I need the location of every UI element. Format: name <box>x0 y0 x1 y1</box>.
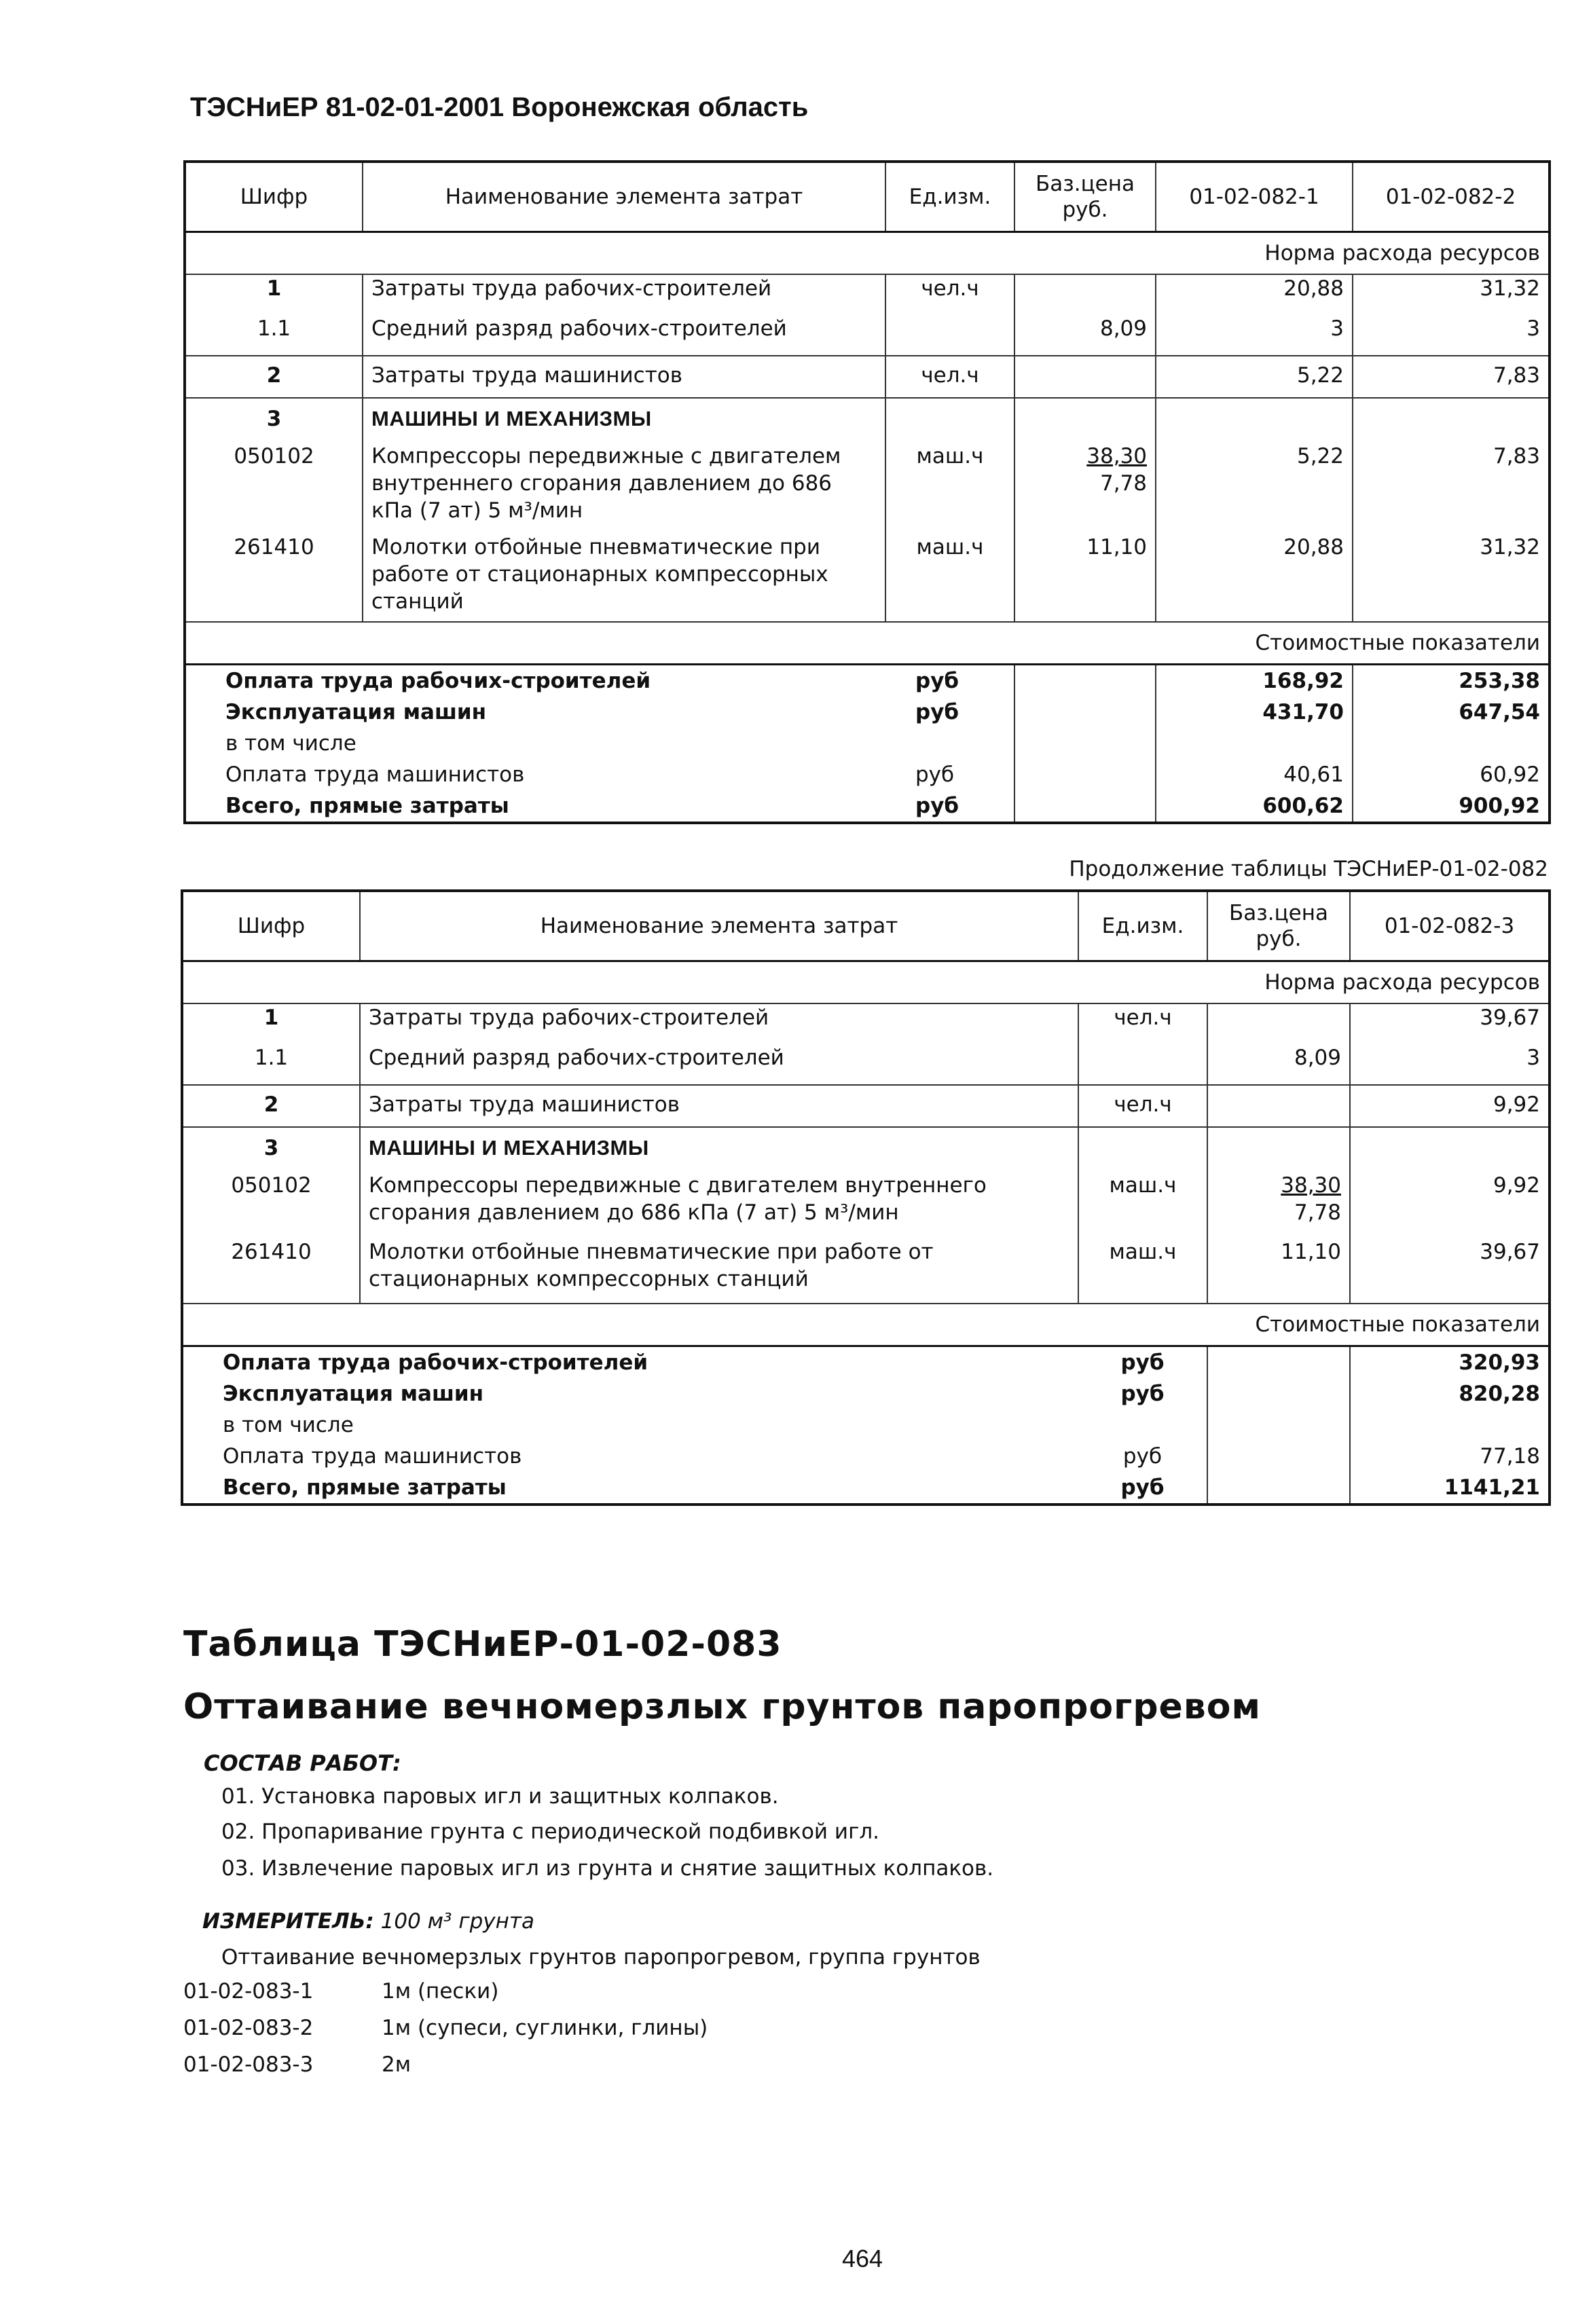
total-name: Оплата труда рабочих-строителей <box>182 1346 1078 1379</box>
table-title: Таблица ТЭСНиЕР-01-02-083 <box>183 1624 782 1665</box>
resource-table-082-3 <box>181 889 1551 1506</box>
row-value-2: 7,83 <box>1353 356 1550 398</box>
norm-code: 01-02-083-3 <box>183 2052 314 2077</box>
continuation-note: Продолжение таблицы ТЭСНиЕР-01-02-082 <box>1069 857 1548 881</box>
operation-item: 01. Установка паровых игл и защитных колпаков. <box>221 1784 779 1809</box>
norm-description: Оттаивание вечномерзлых грунтов паропрогревом, группа грунтов <box>221 1945 981 1970</box>
total-value-1: 168,92 <box>1156 665 1353 697</box>
cost-label: Стоимостные показатели <box>182 1304 1550 1346</box>
total-row <box>185 790 1550 823</box>
row-name: Средний разряд рабочих-строителей <box>363 315 885 356</box>
row-value-1: 3 <box>1156 315 1353 356</box>
measure-line <box>202 1909 534 1934</box>
table-row <box>185 274 1550 315</box>
row-code: 050102 <box>234 444 314 468</box>
row-name: Затраты труда машинистов <box>363 356 885 398</box>
row-name: МАШИНЫ И МЕХАНИЗМЫ <box>360 1127 1078 1168</box>
total-row <box>182 1409 1550 1441</box>
total-name: в том числе <box>223 1413 354 1437</box>
cost-label-row <box>185 622 1550 665</box>
row-price <box>1014 356 1156 398</box>
row-name: Затраты труда рабочих-строителей <box>360 1003 1078 1044</box>
col-header-price: Баз.цена руб. <box>1207 891 1350 961</box>
row-value-2: 3 <box>1353 315 1550 356</box>
total-row <box>185 759 1550 790</box>
total-value-2: 647,54 <box>1459 700 1540 724</box>
page-number: 464 <box>842 2245 883 2272</box>
row-value-2: 7,83 <box>1353 439 1550 534</box>
total-value-1: 820,28 <box>1459 1382 1540 1406</box>
total-row <box>182 1472 1550 1505</box>
norm-label-row <box>182 961 1550 1004</box>
row-value-1: 9,92 <box>1350 1085 1550 1127</box>
measure-value: 100 м³ грунта <box>380 1909 534 1934</box>
total-value-1: 77,18 <box>1480 1444 1540 1469</box>
operation-item: 03. Извлечение паровых игл из грунта и снятие защитных колпаков. <box>221 1856 994 1881</box>
total-row <box>182 1441 1550 1472</box>
total-value-1: 600,62 <box>1156 790 1353 823</box>
col-header-unit: Ед.изм. <box>885 162 1014 232</box>
total-row <box>185 728 1550 759</box>
row-price: 8,09 <box>1207 1044 1350 1085</box>
row-value-1: 39,67 <box>1350 1003 1550 1044</box>
total-name: Всего, прямые затраты <box>225 794 509 818</box>
table-row <box>182 1238 1550 1304</box>
total-value-2: 60,92 <box>1480 762 1540 787</box>
table-row <box>185 398 1550 439</box>
total-value-1: 1141,21 <box>1444 1475 1540 1500</box>
row-name: Затраты труда рабочих-строителей <box>363 274 885 315</box>
total-unit: руб <box>1078 1346 1207 1379</box>
cost-label-row <box>182 1304 1550 1346</box>
row-code: 3 <box>182 1127 360 1168</box>
table-subtitle: Оттаивание вечномерзлых грунтов паропрогревом <box>183 1686 1261 1727</box>
row-unit: чел.ч <box>1078 1003 1207 1044</box>
row-unit: маш.ч <box>885 534 1014 622</box>
total-unit: руб <box>1122 1444 1163 1469</box>
row-unit <box>885 315 1014 356</box>
table-row <box>185 356 1550 398</box>
resource-table-082-1-2 <box>183 160 1551 824</box>
row-code: 2 <box>185 356 363 398</box>
table-row <box>182 1044 1550 1085</box>
col-header-082-1: 01-02-082-1 <box>1156 162 1353 232</box>
row-code: 261410 <box>231 1240 312 1264</box>
row-value-1: 5,22 <box>1156 356 1353 398</box>
table-row <box>185 534 1550 622</box>
row-unit: чел.ч <box>1078 1085 1207 1127</box>
row-value-1: 39,67 <box>1350 1238 1550 1304</box>
row-price-labor: 7,78 <box>1294 1200 1341 1225</box>
row-code: 261410 <box>234 535 314 559</box>
row-price: 8,09 <box>1014 315 1156 356</box>
row-value-2: 31,32 <box>1353 534 1550 622</box>
col-header-082-3: 01-02-082-3 <box>1384 914 1515 938</box>
row-name: Молотки отбойные пневматические при работе от стационарных компрессорных станций <box>360 1238 1078 1304</box>
total-row <box>185 697 1550 728</box>
total-value-1: 40,61 <box>1156 759 1353 790</box>
table-row <box>185 439 1550 534</box>
total-row <box>185 665 1550 697</box>
row-name: Затраты труда машинистов <box>360 1085 1078 1127</box>
total-name: Всего, прямые затраты <box>223 1475 507 1500</box>
row-value-1: 20,88 <box>1156 534 1353 622</box>
total-unit: руб <box>1120 1475 1165 1500</box>
total-value-1: 320,93 <box>1350 1346 1550 1379</box>
table-header-row <box>182 891 1550 961</box>
row-code: 1 <box>266 276 282 301</box>
total-unit: руб <box>915 794 959 818</box>
list-item <box>183 2052 411 2077</box>
table-row <box>182 1127 1550 1168</box>
row-unit <box>1078 1044 1207 1085</box>
row-price-base: 38,30 <box>1281 1173 1341 1198</box>
row-unit: маш.ч <box>1078 1168 1207 1238</box>
row-name: Компрессоры передвижные с двигателем внутреннего сгорания давлением до 686 кПа (7 ат) 5 м³/мин <box>363 439 885 534</box>
col-header-unit: Ед.изм. <box>1078 891 1207 961</box>
norm-code: 01-02-083-1 <box>183 1979 314 2004</box>
norm-code-label: 2м <box>382 2052 411 2077</box>
row-name: Молотки отбойные пневматические при работе от стационарных компрессорных станций <box>363 534 885 622</box>
total-unit: руб <box>1120 1382 1165 1406</box>
norm-code-label: 1м (супеси, суглинки, глины) <box>382 2016 708 2040</box>
norm-label: Норма расхода ресурсов <box>185 232 1550 275</box>
total-unit: руб <box>915 700 959 724</box>
total-name: Эксплуатация машин <box>225 700 487 724</box>
row-code: 3 <box>185 398 363 439</box>
table-row <box>182 1003 1550 1044</box>
row-unit: маш.ч <box>885 439 1014 534</box>
row-code: 1.1 <box>254 1046 289 1070</box>
work-composition-label: СОСТАВ РАБОТ: <box>204 1750 401 1776</box>
total-name: в том числе <box>225 731 356 756</box>
row-code: 1 <box>263 1006 279 1030</box>
row-unit: чел.ч <box>885 274 1014 315</box>
table-header-row <box>185 162 1550 232</box>
total-name: Оплата труда рабочих-строителей <box>185 665 885 697</box>
list-item <box>183 2016 708 2040</box>
table-row <box>182 1168 1550 1238</box>
row-name: Средний разряд рабочих-строителей <box>360 1044 1078 1085</box>
row-unit: маш.ч <box>1078 1238 1207 1304</box>
total-row <box>182 1378 1550 1409</box>
total-name: Эксплуатация машин <box>223 1382 484 1406</box>
total-value-1: 431,70 <box>1156 697 1353 728</box>
total-value-2: 900,92 <box>1353 790 1550 823</box>
norm-label-row <box>185 232 1550 275</box>
col-header-082-2: 01-02-082-2 <box>1385 185 1516 209</box>
col-header-name: Наименование элемента затрат <box>360 891 1078 961</box>
row-code: 1.1 <box>257 316 291 341</box>
row-value-1: 9,92 <box>1350 1168 1550 1238</box>
col-header-price: Баз.цена руб. <box>1014 162 1156 232</box>
norm-code: 01-02-083-2 <box>183 2016 314 2040</box>
row-value-1: 3 <box>1350 1044 1550 1085</box>
row-code: 2 <box>182 1085 360 1127</box>
total-row <box>182 1346 1550 1379</box>
row-name: Компрессоры передвижные с двигателем внутреннего сгорания давлением до 686 кПа (7 ат) 5 м³/мин <box>360 1168 1078 1238</box>
row-price <box>1207 1085 1350 1127</box>
measure-label: ИЗМЕРИТЕЛЬ: <box>202 1909 374 1934</box>
row-unit: чел.ч <box>885 356 1014 398</box>
col-header-name: Наименование элемента затрат <box>363 162 885 232</box>
total-unit: руб <box>915 762 955 787</box>
total-value-2: 253,38 <box>1353 665 1550 697</box>
operation-item: 02. Пропаривание грунта с периодической подбивкой игл. <box>221 1820 880 1844</box>
table-row <box>182 1085 1550 1127</box>
row-value-1: 5,22 <box>1156 439 1353 534</box>
row-price <box>1014 439 1156 534</box>
row-value-1: 20,88 <box>1156 274 1353 315</box>
list-item <box>183 1979 498 2004</box>
row-price-labor: 7,78 <box>1099 471 1147 496</box>
norm-label: Норма расхода ресурсов <box>182 961 1550 1004</box>
row-price <box>1014 274 1156 315</box>
row-price <box>1207 1168 1350 1238</box>
col-header-code: Шифр <box>185 162 363 232</box>
row-price <box>1207 1003 1350 1044</box>
row-price: 11,10 <box>1207 1238 1350 1304</box>
table-row <box>185 315 1550 356</box>
norm-code-label: 1м (пески) <box>382 1979 499 2004</box>
row-code: 050102 <box>231 1173 312 1198</box>
row-value-2: 31,32 <box>1353 274 1550 315</box>
row-price: 11,10 <box>1014 534 1156 622</box>
running-title: ТЭСНиЕР 81-02-01-2001 Воронежская область <box>190 92 809 122</box>
total-name: Оплата труда машинистов <box>225 762 525 787</box>
row-price-base: 38,30 <box>1086 444 1147 468</box>
col-header-code: Шифр <box>182 891 360 961</box>
cost-label: Стоимостные показатели <box>185 622 1550 665</box>
total-unit: руб <box>885 665 1014 697</box>
total-name: Оплата труда машинистов <box>223 1444 522 1469</box>
row-name: МАШИНЫ И МЕХАНИЗМЫ <box>363 398 885 439</box>
